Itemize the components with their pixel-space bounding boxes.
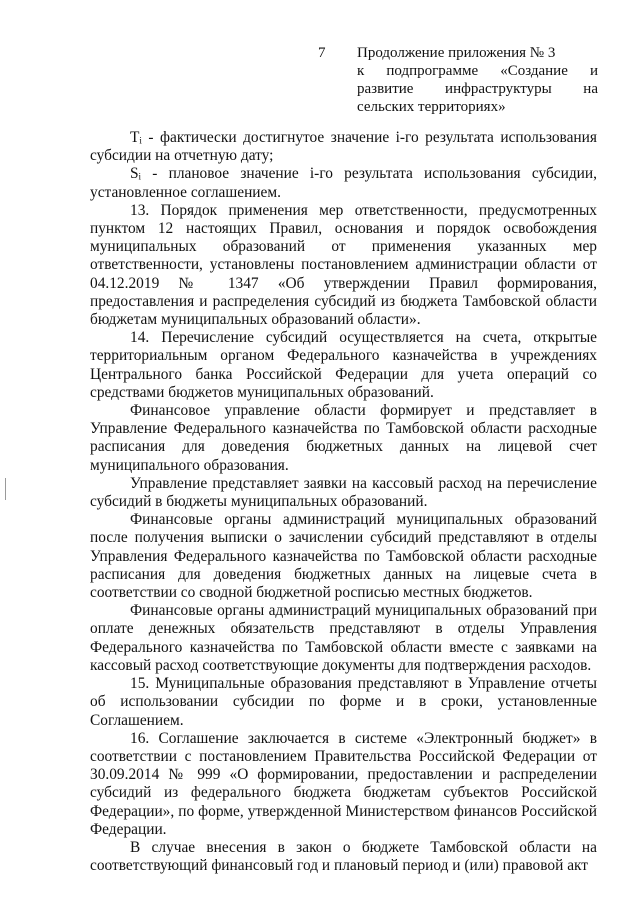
appendix-header-line: сельских территориях» xyxy=(357,99,506,115)
paragraph: В случае внесения в закон о бюджете Тамбовской области на соответствующий финансовый год и плановый период и (или) правовой акт xyxy=(90,838,597,875)
paragraph: Sᵢ - плановое значение i-го результата использования субсидии, установленное соглашением. xyxy=(90,165,597,201)
paragraph: Финансовые органы администраций муниципальных образований после получения выписки о зачислении субсидий представляют в отделы Управления Федерального казначейства по Тамбовской области расходные расписания для доведения бюджетных данных на лицевые счета в соответствии со сводной бюджетной росписью местных бюджетов. xyxy=(90,511,597,602)
appendix-header xyxy=(357,44,598,116)
paragraph: 14. Перечисление субсидий осуществляется на счета, открытые территориальным органом Федерального казначейства в учреждениях Центрального банка Российской Федерации для учета операций со средствами бюджетов муниципальных образований. xyxy=(90,329,597,401)
appendix-header-line: развитие инфраструктуры на xyxy=(357,81,598,97)
paragraph: 16. Соглашение заключается в системе «Электронный бюджет» в соответствии с постановлением Правительства Российской Федерации от 30.09.2014 № 999 «О формировании, предоставлении и распределении субсидий из федерального бюджета бюджетам субъектов Российской Федерации», по форме, утвержденной Министерством финансов Российской Федерации. xyxy=(90,729,597,838)
paragraph: Tᵢ - фактически достигнутое значение i-го результата использования субсидии на отчетную дату; xyxy=(90,129,597,165)
paragraph: Финансовые органы администраций муниципальных образований при оплате денежных обязательств представляют в отделы Управления Федерального казначейства по Тамбовской области вместе с заявками на кассовый расход соответствующие документы для подтверждения расходов. xyxy=(90,602,597,674)
appendix-header-line: к подпрограмме «Создание и xyxy=(357,63,598,79)
paragraph: 15. Муниципальные образования представляют в Управление отчеты об использовании субсидии по форме и в сроки, установленные Соглашением. xyxy=(90,675,597,729)
page-number: 7 xyxy=(318,45,326,61)
appendix-header-line: Продолжение приложения № 3 xyxy=(357,45,556,61)
paragraph: 13. Порядок применения мер ответственности, предусмотренных пунктом 12 настоящих Правил, основания и порядок освобождения муниципальных образований от применения указанных мер ответственности, установлены постановлением администрации области от 04.12.2019 № 1347 «Об утверждении Правил формирования, предоставления и распределения субсидий из бюджета Тамбовской области бюджетам муниципальных образований области». xyxy=(90,201,597,329)
paragraph: Финансовое управление области формирует и представляет в Управление Федерального казначейства по Тамбовской области расходные расписания для доведения бюджетных данных на лицевой счет муниципального образования. xyxy=(90,402,597,474)
paragraph: Управление представляет заявки на кассовый расход на перечисление субсидий в бюджеты муниципальных образований. xyxy=(90,474,597,511)
scan-margin-mark xyxy=(5,478,6,500)
document-body xyxy=(90,129,597,875)
